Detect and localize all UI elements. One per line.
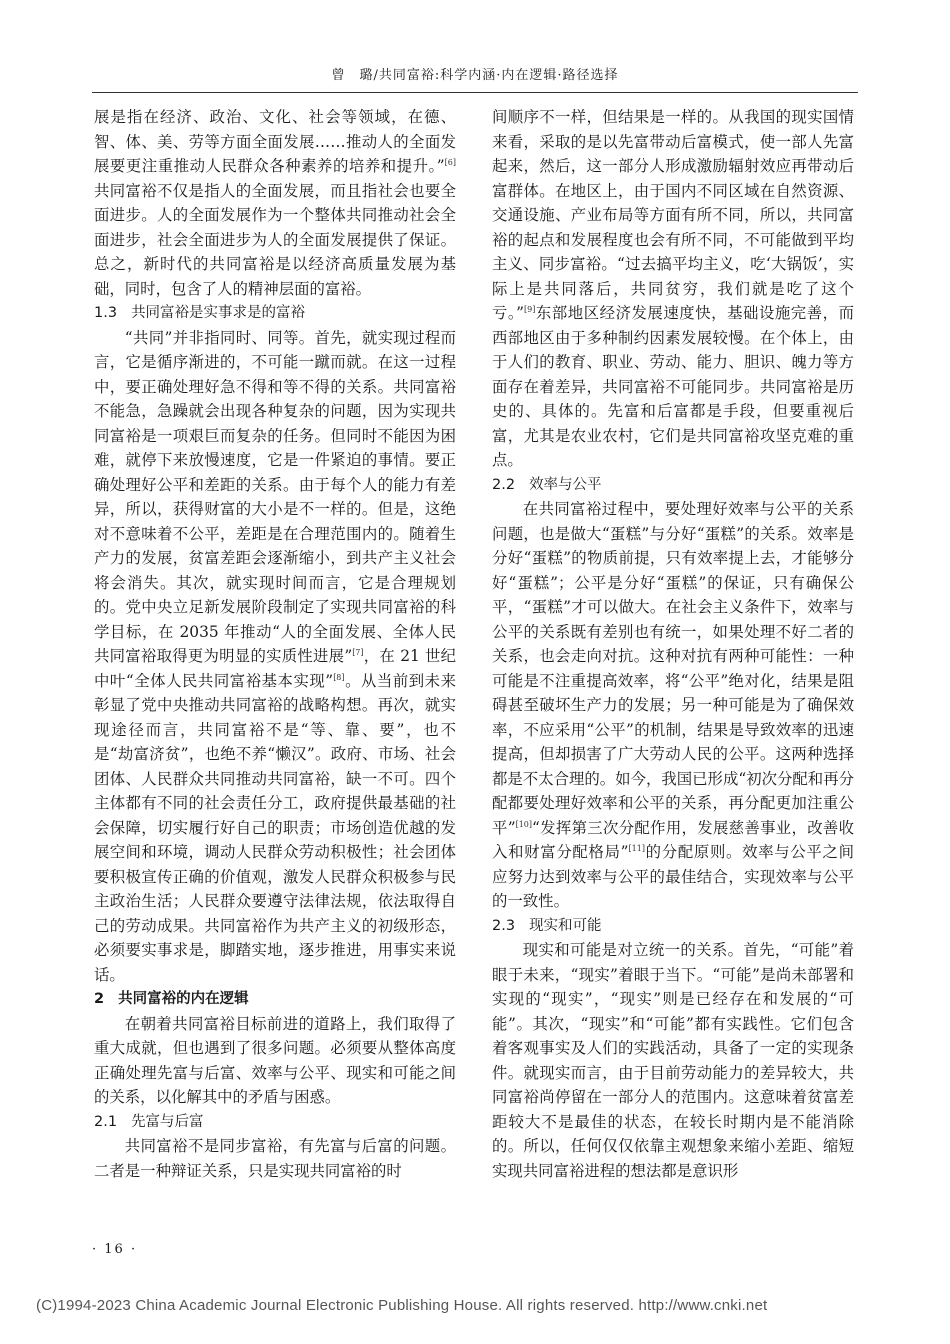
body-paragraph [492, 497, 854, 914]
body-paragraph [94, 326, 456, 988]
section-title: 现实和可能 [529, 917, 602, 934]
section-number: 1.3 [94, 305, 118, 321]
section-heading [492, 473, 854, 498]
paragraph-text: 共同富裕不是同步富裕，有先富与后富的问题。二者是一种辩证关系，只是实现共同富裕的时 [94, 1137, 456, 1180]
section-number: 2.1 [94, 1113, 118, 1130]
body-paragraph [492, 938, 854, 1183]
section-heading [94, 987, 456, 1012]
section-heading [94, 1110, 456, 1135]
body-paragraph [94, 1134, 456, 1183]
paragraph-text: “发挥第三次分配作用，发展慈善事业，改善收入和财富分配格局” [492, 818, 854, 861]
citation-ref: [11] [628, 844, 645, 853]
body-paragraph [94, 1012, 456, 1110]
paragraph-text: ，在 21 世纪中叶“全体人民共同富裕基本实现” [94, 647, 456, 690]
section-title: 共同富裕是实事求是的富裕 [131, 305, 306, 321]
citation-ref: [8] [333, 672, 345, 682]
paragraph-text: 在共同富裕过程中，要处理好效率与公平的关系问题，也是做大“蛋糕”与分好“蛋糕”的关系。效率是分好“蛋糕”的物质前提，只有效率提上去，才能够分好“蛋糕”；公平是分好“蛋糕”的保证，只有确保公平，“蛋糕”才可以做大。在社会主义条件下，效率与公平的关系既有差别也有统一，如果处理不好二者的关系，也会走向对抗。这种对抗有两种可能性：一种可能是不注重提高效率，将“公平”绝对化，结果是阻碍甚至破坏生产力的发展；另一种可能是为了确保效率，不应采用“公平”的机制，结果是导致效率的迅速提高，但却损害了广大劳动人民的公平。这两种选择都是不太合理的。如今，我国已形成“初次分配和再分配都要处理好效率和公平的关系，再分配更加注重公平” [492, 500, 854, 837]
page-number: · 16 · [92, 1242, 138, 1257]
copyright-notice: (C)1994-2023 China Academic Journal Electronic Publishing House. All rights reserved. http://www.cnki.net [36, 1297, 768, 1314]
paragraph-text: 间顺序不一样，但结果是一样的。从我国的现实国情来看，采取的是以先富带动后富模式，使一部人先富起来，然后，这一部分人形成激励辐射效应再带动后富群体。在地区上，由于国内不同区域在自然资源、交通设施、产业布局等方面有所不同，所以，共同富裕的起点和发展程度也会有所不同，不可能做到平均主义、同步富裕。“过去搞平均主义，吃‘大锅饭’，实际上是共同落后，共同贫穷，我们就是吃了这个亏。” [492, 108, 854, 322]
section-number: 2 [94, 991, 105, 1007]
paragraph-text: 的分配原则。效率与公平之间应努力达到效率与公平的最佳结合，实现效率与公平的一致性。 [492, 843, 854, 910]
body-paragraph [94, 105, 456, 301]
paragraph-text: 在朝着共同富裕目标前进的道路上，我们取得了重大成就，但也遇到了很多问题。必须要从整体高度正确处理先富与后富、效率与公平、现实和可能之间的关系，以化解其中的矛盾与困惑。 [94, 1014, 456, 1106]
running-header: 曾 璐/共同富裕:科学内涵·内在逻辑·路径选择 [331, 68, 619, 83]
citation-ref: [10] [515, 819, 532, 829]
body-paragraph [492, 105, 854, 473]
citation-ref: [9] [524, 305, 536, 314]
citation-ref: [6] [444, 158, 456, 167]
paragraph-text: 共同富裕不仅是指人的全面发展，而且指社会也要全面进步。人的全面发展作为一个整体共同推动社会全面进步，社会全面进步为人的全面发展提供了保证。总之，新时代的共同富裕是以经济高质量发展为基础，同时，包含了人的精神层面的富裕。 [94, 181, 456, 298]
paragraph-text: 东部地区经济发展速度快，基础设施完善，而西部地区由于多种制约因素发展较慢。在个体上，由于人们的教育、职业、劳动、能力、胆识、魄力等方面存在着差异，共同富裕不可能同步。共同富裕是历史的、具体的。先富和后富都是手段，但要重视后富，尤其是农业农村，它们是共同富裕攻坚克难的重点。 [492, 304, 854, 469]
section-number: 2.3 [492, 917, 516, 934]
paragraph-text: 现实和可能是对立统一的关系。首先，“可能”着眼于未来，“现实”着眼于当下。“可能”是尚未部署和实现的“现实”，“现实”则是已经存在和发展的“可能”。其次，“现实”和“可能”都有实践性。它们包含着客观事实及人们的实践活动，具备了一定的实现条件。就现实而言，由于目前劳动能力的差异较大，共同富裕尚停留在一部分人的范围内。这意味着贫富差距较大不是最佳的状态，在较长时期内是不能消除的。所以，任何仅仅依靠主观想象来缩小差距、缩短实现共同富裕进程的想法都是意识形 [492, 941, 854, 1180]
citation-ref: [7] [352, 648, 364, 657]
section-number: 2.2 [492, 476, 516, 493]
section-title: 共同富裕的内在逻辑 [118, 991, 249, 1007]
paragraph-text: 展是指在经济、政治、文化、社会等领域，在德、智、体、美、劳等方面全面发展……推动人的全面发展要更注重推动人民群众各种素养的培养和提升。” [94, 108, 456, 175]
paragraph-text: “共同”并非指同时、同等。首先，就实现过程而言，它是循序渐进的，不可能一蹴而就。在这一过程中，要正确处理好急不得和等不得的关系。共同富裕不能急，急躁就会出现各种复杂的问题，因为实现共同富裕是一项艰巨而复杂的任务。但同时不能因为困难，就停下来放慢速度，它是一件紧迫的事情。要正确处理好公平和差距的关系。由于每个人的能力有差异，所以，获得财富的大小是不一样的。但是，这绝对不意味着不公平，差距是在合理范围内的。随着生产力的发展，贫富差距会逐渐缩小，到共产主义社会将会消失。其次，就实现时间而言，它是合理规划的。党中央立足新发展阶段制定了实现共同富裕的科学目标，在 2035 年推动“人的全面发展、全体人民共同富裕取得更为明显的实质性进展” [94, 328, 456, 665]
section-title: 先富与后富 [131, 1113, 204, 1130]
section-title: 效率与公平 [529, 476, 602, 493]
left-column [94, 105, 456, 1183]
section-heading [94, 301, 456, 326]
right-column [492, 105, 854, 1183]
paragraph-text: 。从当前到未来彰显了党中央推动共同富裕的战略构想。再次，就实现途径而言，共同富裕不是“等、靠、要”，也不是“劫富济贫”，也绝不养“懒汉”。政府、市场、社会团体、人民群众共同推动共同富裕，缺一不可。四个主体都有不同的社会责任分工，政府提供最基础的社会保障，切实履行好自己的职责；市场创造优越的发展空间和环境，调动人民群众劳动积极性；社会团体要积极宣传正确的价值观，激发人民群众积极参与民主政治生活；人民群众要遵守法律法规，依法取得自己的劳动成果。共同富裕作为共产主义的初级形态，必须要实事求是，脚踏实地，逐步推进，用事实来说话。 [94, 671, 456, 984]
section-heading [492, 914, 854, 939]
header-rule [92, 92, 858, 93]
